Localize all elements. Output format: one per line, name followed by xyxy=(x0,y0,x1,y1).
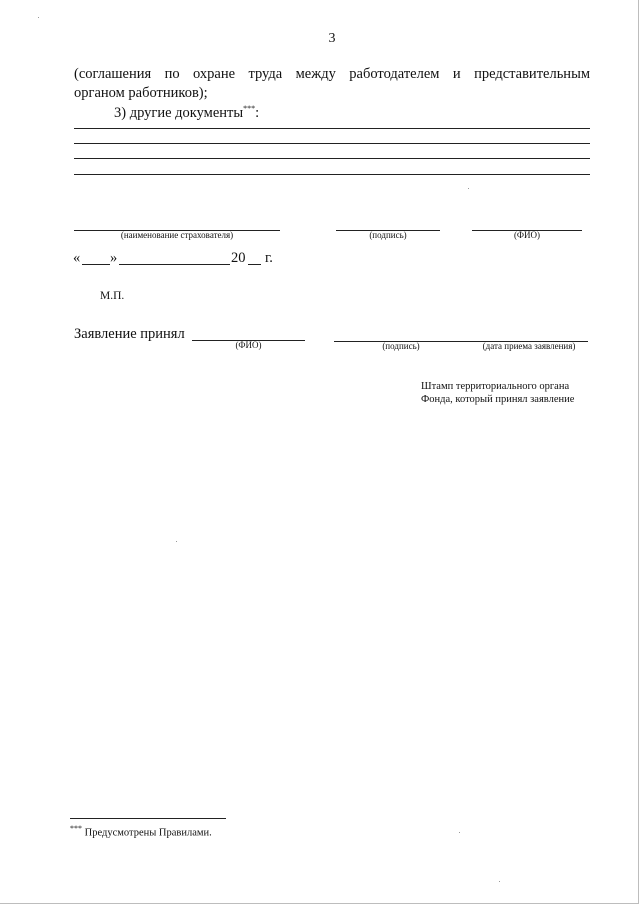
date-close-quote: » xyxy=(110,250,118,266)
documents-line-2 xyxy=(74,143,590,144)
date-year-suffix: г. xyxy=(265,250,273,266)
accepted-date-caption: (дата приема заявления) xyxy=(482,341,576,351)
date-century: 20 xyxy=(231,250,246,266)
seal-place: М.П. xyxy=(100,290,125,302)
page-number: 3 xyxy=(328,31,336,46)
documents-line-4 xyxy=(74,174,590,175)
accepted-fio-caption: (ФИО) xyxy=(235,340,262,350)
date-year-blank xyxy=(248,264,261,265)
date-open-quote: « xyxy=(73,250,81,266)
accepted-label: Заявление принял xyxy=(74,326,185,342)
item-3-heading xyxy=(114,99,259,123)
stamp-note xyxy=(421,380,574,406)
stamp-line-2: Фонда, который принял заявление xyxy=(421,394,575,405)
footnote xyxy=(70,824,212,839)
fio-caption: (ФИО) xyxy=(513,230,541,240)
scan-speck xyxy=(38,17,39,18)
footnote-text: Предусмотрены Правилами. xyxy=(84,827,212,839)
date-month-blank xyxy=(119,264,230,265)
footnote-marker: *** xyxy=(70,824,82,833)
stamp-line-1: Штамп территориального органа xyxy=(421,381,570,392)
item-3-marker: *** xyxy=(243,104,256,113)
scan-speck xyxy=(176,541,177,542)
scan-speck xyxy=(459,832,460,833)
paragraph-line-1: (соглашения по охране труда между работодателем и представительным xyxy=(74,66,590,82)
insurer-name-caption: (наименование страхователя) xyxy=(120,230,234,240)
item-3-colon: : xyxy=(255,104,260,121)
paragraph-line-2: органом работников); xyxy=(74,85,208,101)
accepted-signature-caption: (подпись) xyxy=(382,341,420,351)
scan-speck xyxy=(499,881,500,882)
footnote-separator xyxy=(70,818,226,819)
date-day-blank xyxy=(82,264,110,265)
documents-line-1 xyxy=(74,128,590,129)
signature-caption: (подпись) xyxy=(369,230,407,240)
documents-line-3 xyxy=(74,158,590,159)
item-3-text: 3) другие документы xyxy=(114,104,244,121)
scan-speck xyxy=(468,188,469,189)
